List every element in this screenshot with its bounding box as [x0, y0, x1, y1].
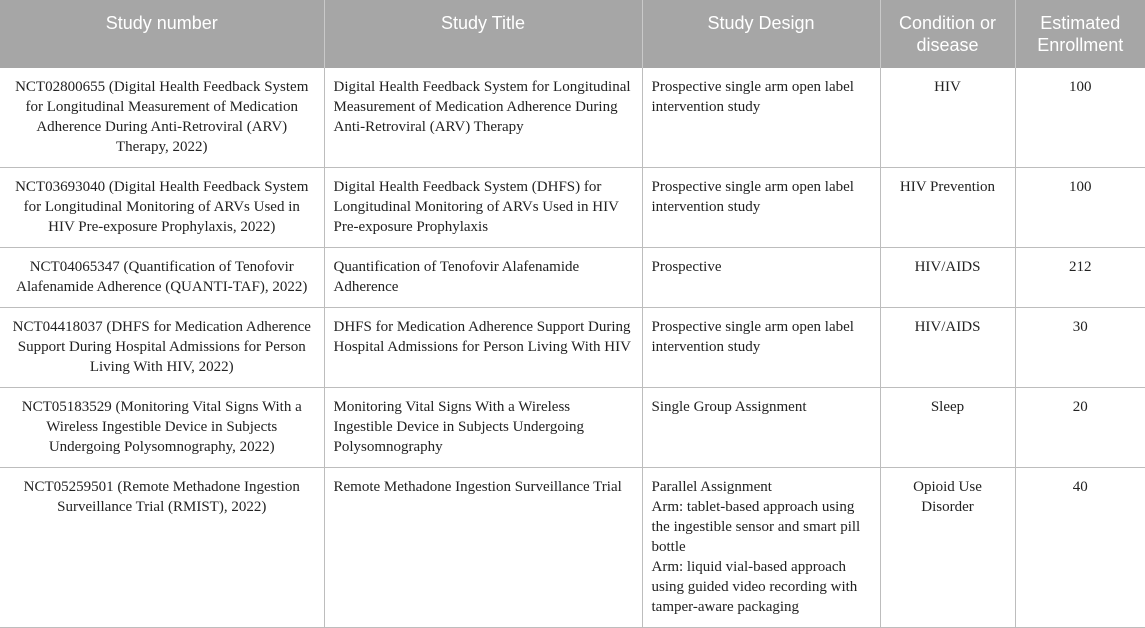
design-line: Arm: tablet-based approach using the ingestible sensor and smart pill bottle [651, 499, 861, 555]
cell-study-title: Monitoring Vital Signs With a Wireless Ingestible Device in Subjects Undergoing Polysomnography [324, 388, 642, 468]
design-line: Prospective single arm open label intervention study [651, 179, 854, 215]
header-study-title: Study Title [324, 0, 642, 68]
cell-study-title: Remote Methadone Ingestion Surveillance Trial [324, 468, 642, 628]
cell-enrollment: 40 [1015, 468, 1145, 628]
cell-study-title: DHFS for Medication Adherence Support During Hospital Admissions for Person Living With HIV [324, 308, 642, 388]
table-row [0, 168, 1145, 248]
cell-condition: HIV [880, 68, 1015, 168]
cell-condition: HIV/AIDS [880, 308, 1015, 388]
design-line: Prospective single arm open label intervention study [651, 79, 854, 115]
cell-enrollment: 30 [1015, 308, 1145, 388]
cell-study-number: NCT05183529 (Monitoring Vital Signs With a Wireless Ingestible Device in Subjects Undergoing Polysomnography, 2022) [0, 388, 324, 468]
table-row [0, 68, 1145, 168]
cell-enrollment: 100 [1015, 168, 1145, 248]
design-line: Arm: liquid vial-based approach using guided video recording with tamper-aware packaging [651, 559, 858, 615]
design-line: Parallel Assignment [651, 479, 772, 495]
cell-study-number: NCT03693040 (Digital Health Feedback System for Longitudinal Monitoring of ARVs Used in HIV Pre-exposure Prophylaxis, 2022) [0, 168, 324, 248]
cell-enrollment: 212 [1015, 248, 1145, 308]
cell-study-design [642, 248, 880, 308]
cell-study-number: NCT04065347 (Quantification of Tenofovir Alafenamide Adherence (QUANTI-TAF), 2022) [0, 248, 324, 308]
cell-study-design [642, 308, 880, 388]
cell-study-design [642, 168, 880, 248]
cell-study-number: NCT04418037 (DHFS for Medication Adherence Support During Hospital Admissions for Person Living With HIV, 2022) [0, 308, 324, 388]
design-line: Prospective [651, 259, 722, 275]
cell-study-title: Digital Health Feedback System for Longitudinal Measurement of Medication Adherence During Anti-Retroviral (ARV) Therapy [324, 68, 642, 168]
table-row [0, 308, 1145, 388]
cell-condition: HIV Prevention [880, 168, 1015, 248]
cell-study-title: Digital Health Feedback System (DHFS) for Longitudinal Monitoring of ARVs Used in HIV Pre-exposure Prophylaxis [324, 168, 642, 248]
cell-enrollment: 100 [1015, 68, 1145, 168]
header-study-design: Study Design [642, 0, 880, 68]
design-line: Prospective single arm open label intervention study [651, 319, 854, 355]
cell-study-design [642, 68, 880, 168]
cell-condition: Sleep [880, 388, 1015, 468]
table-row [0, 248, 1145, 308]
header-condition: Condition or disease [880, 0, 1015, 68]
header-row [0, 0, 1145, 68]
cell-condition: HIV/AIDS [880, 248, 1015, 308]
cell-condition: Opioid Use Disorder [880, 468, 1015, 628]
header-study-number: Study number [0, 0, 324, 68]
cell-study-design [642, 388, 880, 468]
header-enrollment: Estimated Enrollment [1015, 0, 1145, 68]
cell-study-design [642, 468, 880, 628]
cell-study-title: Quantification of Tenofovir Alafenamide Adherence [324, 248, 642, 308]
table-row [0, 388, 1145, 468]
cell-study-number: NCT05259501 (Remote Methadone Ingestion Surveillance Trial (RMIST), 2022) [0, 468, 324, 628]
design-line: Single Group Assignment [651, 399, 807, 415]
cell-study-number: NCT02800655 (Digital Health Feedback System for Longitudinal Measurement of Medication Adherence During Anti-Retroviral (ARV) Therapy, 2022) [0, 68, 324, 168]
cell-enrollment: 20 [1015, 388, 1145, 468]
table-row [0, 468, 1145, 628]
